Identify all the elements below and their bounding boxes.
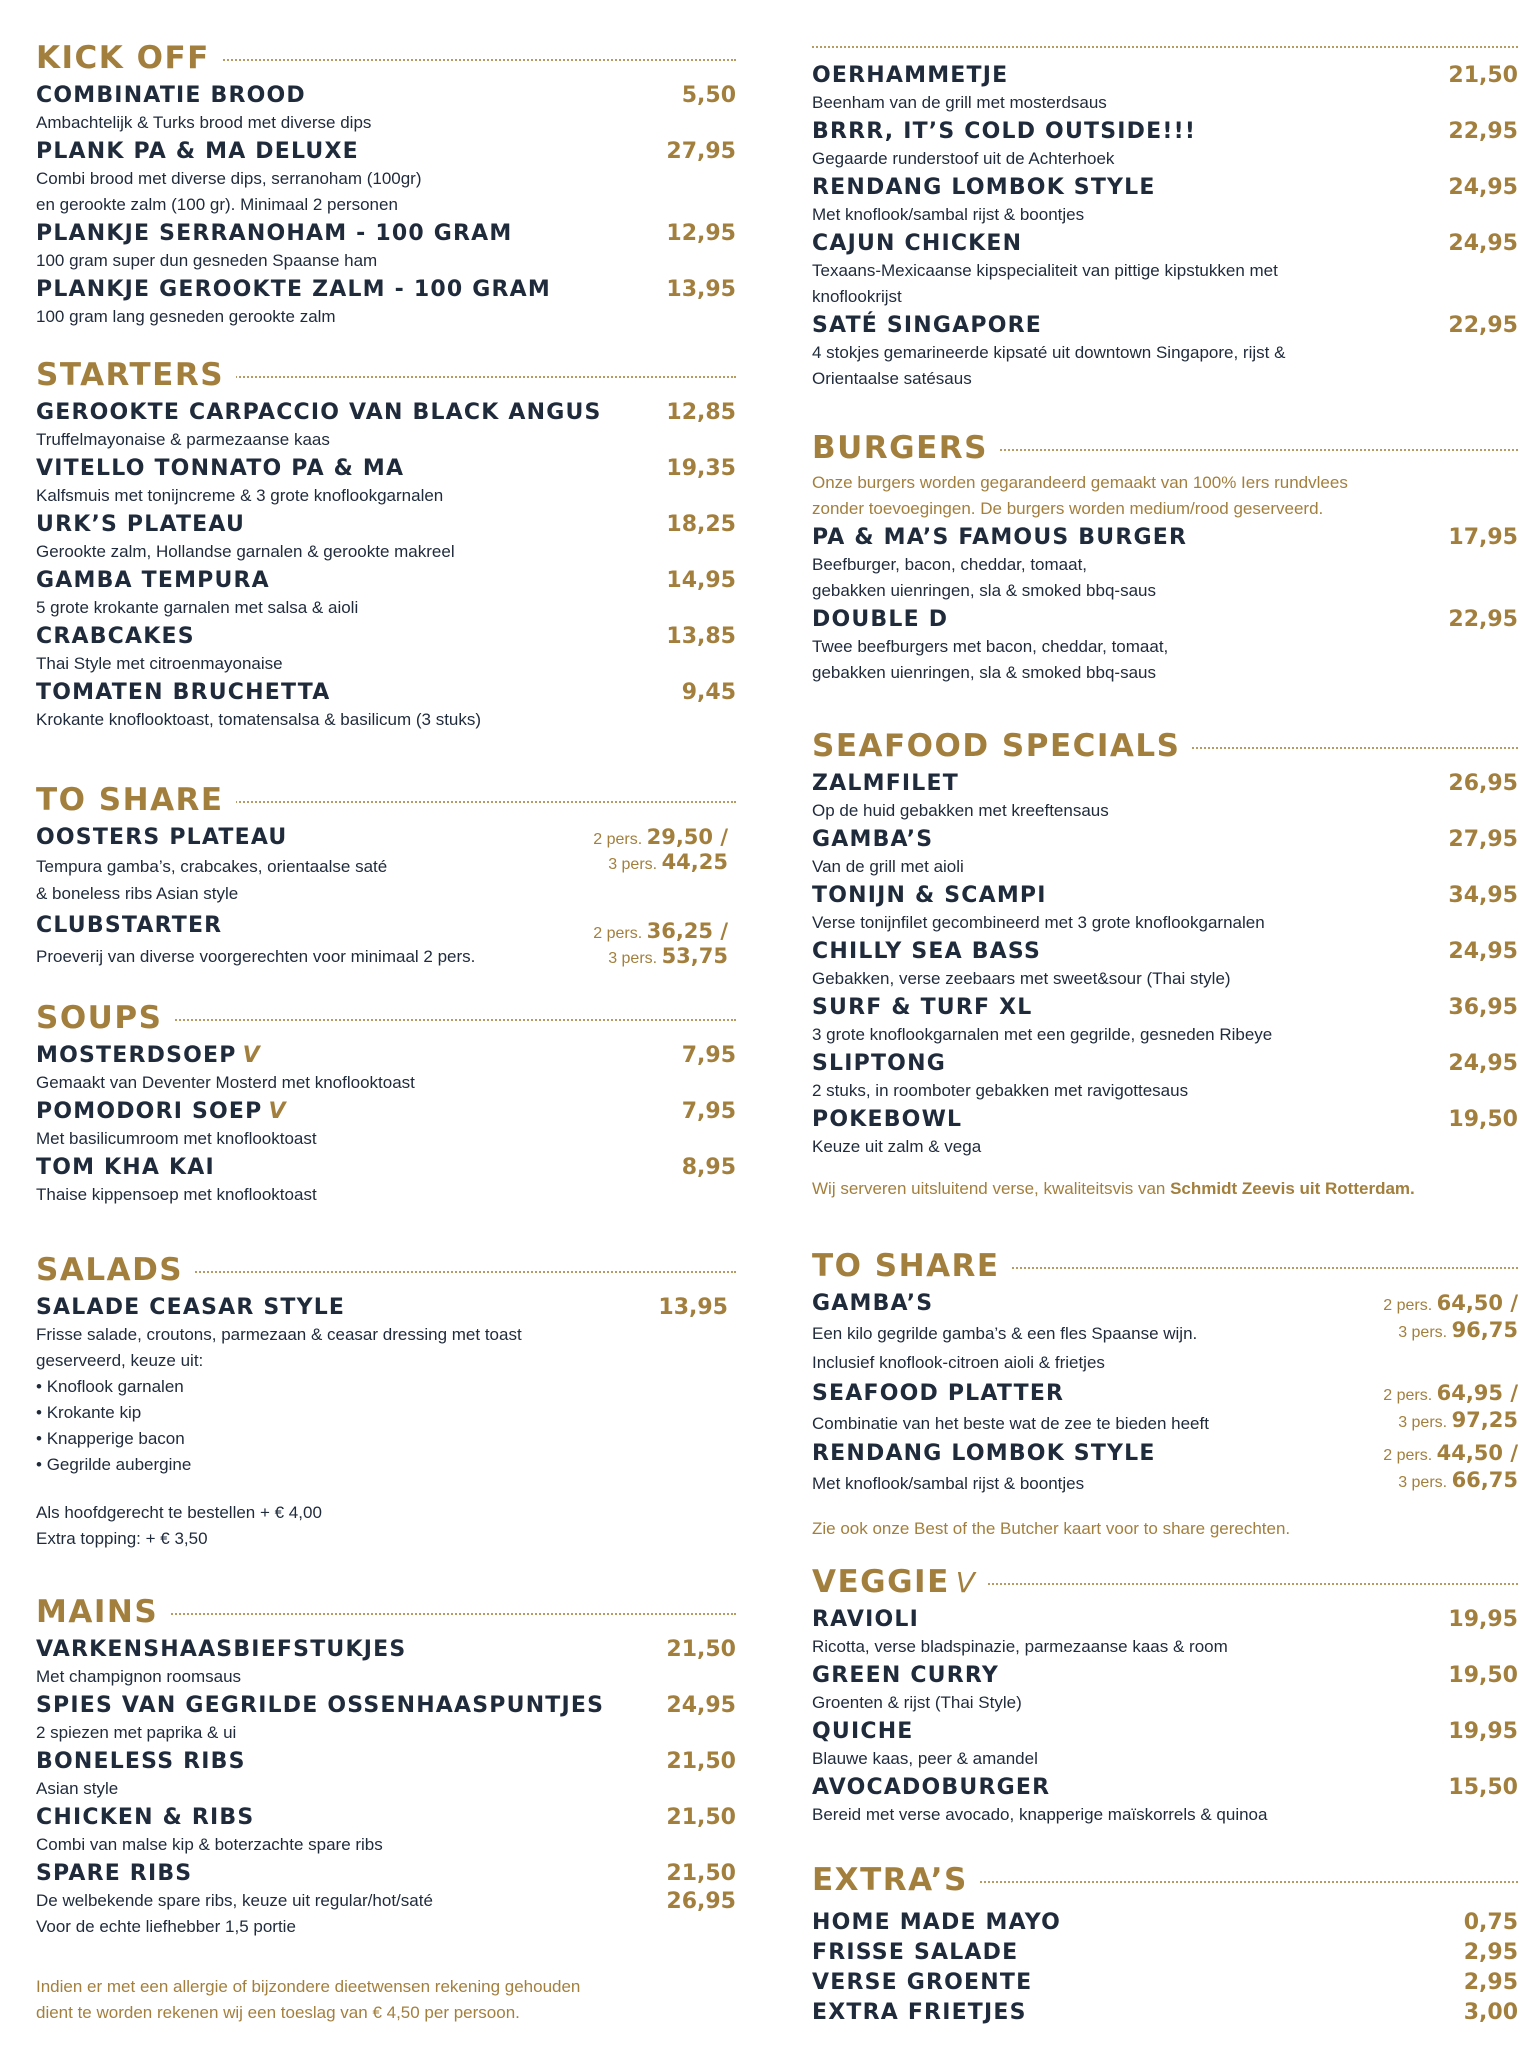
item-description: 5 grote krokante garnalen met salsa & aioli xyxy=(36,598,359,617)
item-price-group xyxy=(1383,1292,1518,1344)
item-price: 24,95 xyxy=(1448,1051,1518,1076)
item-name: RENDANG LOMBOK STYLE xyxy=(812,1441,1156,1466)
item-price: 36,25 / xyxy=(646,919,728,943)
item-price: 96,75 xyxy=(1451,1318,1518,1342)
item-price: 66,75 xyxy=(1451,1468,1518,1492)
item-price: 13,85 xyxy=(666,624,736,649)
item-name: POKEBOWL xyxy=(812,1107,963,1132)
item-description: Gerookte zalm, Hollandse garnalen & gerookte makreel xyxy=(36,542,455,561)
item-name: PLANK PA & MA DELUXE xyxy=(36,139,359,164)
item-price: 7,95 xyxy=(681,1099,736,1124)
menu-item xyxy=(36,276,736,330)
item-description: en gerookte zalm (100 gr). Minimaal 2 personen xyxy=(36,195,398,214)
item-name: VERSE GROENTE xyxy=(812,1970,1033,1995)
extra-item xyxy=(812,1998,1518,2028)
allergy-note: Indien er met een allergie of bijzondere dieetwensen rekening gehouden xyxy=(36,1977,581,1996)
item-name: GREEN CURRY xyxy=(812,1663,999,1688)
section-title: BURGERS xyxy=(812,428,1000,468)
menu-item xyxy=(36,824,736,910)
item-description: Voor de echte liefhebber 1,5 portie xyxy=(36,1917,296,1936)
item-name: ZALMFILET xyxy=(812,771,959,796)
item-price: 34,95 xyxy=(1448,883,1518,908)
item-price: 24,95 xyxy=(1448,175,1518,200)
section-header xyxy=(36,355,736,397)
section-title: KICK OFF xyxy=(36,38,222,78)
burger-intro: Onze burgers worden gegarandeerd gemaakt van 100% Iers rundvlees xyxy=(812,473,1348,492)
item-price: 24,95 xyxy=(1448,939,1518,964)
extra-item xyxy=(812,1908,1518,1938)
menu-item xyxy=(36,82,736,136)
item-price-group xyxy=(1383,1442,1518,1494)
item-description: Proeverij van diverse voorgerechten voor minimaal 2 pers. xyxy=(36,947,476,966)
item-name: OERHAMMETJE xyxy=(812,63,1009,88)
menu-item xyxy=(36,138,736,218)
menu-item xyxy=(812,1718,1518,1772)
item-price-group xyxy=(593,826,728,876)
item-name: AVOCADOBURGER xyxy=(812,1775,1051,1800)
persons-label: 3 pers. xyxy=(608,950,658,967)
section-title: TO SHARE xyxy=(812,1246,1012,1286)
item-price: 19,95 xyxy=(1448,1719,1518,1744)
section-header xyxy=(36,1592,736,1634)
item-name: CRABCAKES xyxy=(36,624,195,649)
item-name: OOSTERS PLATEAU xyxy=(36,825,288,850)
item-name: SATÉ SINGAPORE xyxy=(812,313,1042,338)
section-title: SEAFOOD SPECIALS xyxy=(812,726,1192,766)
menu-item xyxy=(812,1106,1518,1160)
item-description: Tempura gamba’s, crabcakes, orientaalse saté xyxy=(36,857,388,876)
item-price: 24,95 xyxy=(1448,231,1518,256)
item-description: Met basilicumroom met knoflooktoast xyxy=(36,1129,317,1148)
persons-label: 2 pers. xyxy=(593,925,643,942)
item-price: 2,95 xyxy=(1463,1940,1518,1965)
menu-item xyxy=(812,230,1518,310)
item-name: URK’S PLATEAU xyxy=(36,512,246,537)
item-description: Twee beefburgers met bacon, cheddar, tomaat, xyxy=(812,637,1169,656)
item-description: Ricotta, verse bladspinazie, parmezaanse kaas & room xyxy=(812,1637,1228,1656)
seafood-supplier-note xyxy=(812,1176,1518,1202)
item-price: 27,95 xyxy=(666,139,736,164)
item-description: Combinatie van het beste wat de zee te bieden heeft xyxy=(812,1414,1209,1433)
item-description: gebakken uienringen, sla & smoked bbq-saus xyxy=(812,663,1156,682)
item-description: Inclusief knoflook-citroen aioli & frietjes xyxy=(812,1353,1105,1372)
item-description: Kalfsmuis met tonijncreme & 3 grote knoflookgarnalen xyxy=(36,486,444,505)
item-price: 21,50 xyxy=(666,1805,736,1830)
menu-item xyxy=(36,1154,736,1208)
item-price: 27,95 xyxy=(1448,827,1518,852)
dotted-divider xyxy=(812,46,1518,48)
item-description: 2 stuks, in roomboter gebakken met ravigottesaus xyxy=(812,1081,1189,1100)
section-title: STARTERS xyxy=(36,355,236,395)
section-starters xyxy=(36,355,736,733)
menu-item xyxy=(812,770,1518,824)
section-mains-continued xyxy=(812,46,1518,392)
item-description: Gemaakt van Deventer Mosterd met knoflooktoast xyxy=(36,1073,415,1092)
item-name: TOMATEN BRUCHETTA xyxy=(36,680,331,705)
item-description: Asian style xyxy=(36,1779,119,1798)
salad-note: Extra topping: + € 3,50 xyxy=(36,1529,208,1548)
menu-item xyxy=(36,511,736,565)
item-price: 21,50 xyxy=(1448,63,1518,88)
item-description: Gegaarde runderstoof uit de Achterhoek xyxy=(812,149,1115,168)
item-name: SALADE CEASAR STYLE xyxy=(36,1295,346,1320)
item-name: GEROOKTE CARPACCIO VAN BLACK ANGUS xyxy=(36,400,602,425)
item-price: 53,75 xyxy=(661,944,728,968)
section-header xyxy=(36,998,736,1040)
menu-item xyxy=(36,1042,736,1096)
persons-label: 3 pers. xyxy=(1398,1414,1448,1431)
persons-label: 3 pers. xyxy=(1398,1474,1448,1491)
item-price: 9,45 xyxy=(681,680,736,705)
menu-item xyxy=(36,1692,736,1746)
section-header xyxy=(812,1860,1518,1902)
item-name: PA & MA’S FAMOUS BURGER xyxy=(812,525,1188,550)
item-name: GAMBA’S xyxy=(812,1291,934,1316)
item-price: 44,25 xyxy=(661,850,728,874)
section-header xyxy=(812,1562,1518,1604)
item-price: 19,35 xyxy=(666,456,736,481)
item-description: Verse tonijnfilet gecombineerd met 3 grote knoflookgarnalen xyxy=(812,913,1265,932)
section-mains xyxy=(36,1592,736,2026)
item-description: Keuze uit zalm & vega xyxy=(812,1137,982,1156)
item-name: SPIES VAN GEGRILDE OSSENHAASPUNTJES xyxy=(36,1693,605,1718)
menu-item xyxy=(812,62,1518,116)
section-header xyxy=(36,38,736,80)
item-price: 97,25 xyxy=(1451,1408,1518,1432)
section-burgers xyxy=(812,428,1518,686)
section-title: SOUPS xyxy=(36,998,174,1038)
item-price: 14,95 xyxy=(666,568,736,593)
item-description: Op de huid gebakken met kreeftensaus xyxy=(812,801,1109,820)
item-price: 44,50 / xyxy=(1436,1441,1518,1465)
menu-item xyxy=(812,1050,1518,1104)
section-header xyxy=(36,780,736,822)
item-price: 22,95 xyxy=(1448,313,1518,338)
item-price: 8,95 xyxy=(681,1155,736,1180)
item-description: Frisse salade, croutons, parmezaan & ceasar dressing met toast xyxy=(36,1325,522,1344)
item-name: SEAFOOD PLATTER xyxy=(812,1381,1065,1406)
section-title xyxy=(812,1562,988,1603)
item-price: 21,50 xyxy=(666,1749,736,1774)
section-title: SALADS xyxy=(36,1250,195,1290)
right-column xyxy=(812,0,1518,2048)
item-price: 13,95 xyxy=(666,277,736,302)
item-price: 64,95 / xyxy=(1436,1381,1518,1405)
section-header xyxy=(812,726,1518,768)
section-extras xyxy=(812,1860,1518,2028)
item-price: 19,95 xyxy=(1448,1607,1518,1632)
item-name: SLIPTONG xyxy=(812,1051,946,1076)
menu-item xyxy=(812,1606,1518,1660)
item-name: QUICHE xyxy=(812,1719,914,1744)
section-to-share xyxy=(36,780,736,970)
item-price: 64,50 / xyxy=(1436,1291,1518,1315)
persons-label: 2 pers. xyxy=(1383,1387,1433,1404)
item-description: Beenham van de grill met mosterdsaus xyxy=(812,93,1107,112)
menu-item xyxy=(36,679,736,733)
item-name: GAMBA TEMPURA xyxy=(36,568,270,593)
section-header xyxy=(812,428,1518,470)
menu-item xyxy=(36,1636,736,1690)
vegetarian-icon: V xyxy=(242,1043,261,1068)
supplier-name: Schmidt Zeevis uit Rotterdam. xyxy=(1170,1179,1415,1198)
item-price-large-portion: 26,95 xyxy=(666,1889,736,1914)
item-name: GAMBA’S xyxy=(812,827,934,852)
item-name: CHILLY SEA BASS xyxy=(812,939,1041,964)
menu-item xyxy=(36,912,736,970)
option-list xyxy=(36,1374,736,1478)
persons-label: 2 pers. xyxy=(1383,1297,1433,1314)
section-salads xyxy=(36,1250,736,1552)
menu-item xyxy=(36,220,736,274)
item-price: 29,50 / xyxy=(646,825,728,849)
item-price: 2,95 xyxy=(1463,1970,1518,1995)
salad-note: Als hoofdgerecht te bestellen + € 4,00 xyxy=(36,1503,322,1522)
option-item: • Knapperige bacon xyxy=(36,1426,736,1452)
item-name: SURF & TURF XL xyxy=(812,995,1033,1020)
item-name: VITELLO TONNATO PA & MA xyxy=(36,456,405,481)
option-item: • Krokante kip xyxy=(36,1400,736,1426)
item-name: TONIJN & SCAMPI xyxy=(812,883,1047,908)
item-price: 21,50 xyxy=(666,1637,736,1662)
section-soups xyxy=(36,998,736,1208)
item-description: Blauwe kaas, peer & amandel xyxy=(812,1749,1038,1768)
item-description: Een kilo gegrilde gamba’s & een fles Spaanse wijn. xyxy=(812,1324,1198,1343)
share-note: Zie ook onze Best of the Butcher kaart voor to share gerechten. xyxy=(812,1519,1291,1538)
item-price: 12,85 xyxy=(666,400,736,425)
item-name: CHICKEN & RIBS xyxy=(36,1805,255,1830)
item-description: Van de grill met aioli xyxy=(812,857,964,876)
menu-item xyxy=(812,1662,1518,1716)
item-price: 3,00 xyxy=(1463,2000,1518,2025)
item-description: 2 spiezen met paprika & ui xyxy=(36,1723,237,1742)
left-column xyxy=(36,0,736,2048)
item-price-group xyxy=(593,920,728,970)
persons-label: 2 pers. xyxy=(593,831,643,848)
item-description: knoflookrijst xyxy=(812,287,902,306)
item-name: TOM KHA KAI xyxy=(36,1155,215,1180)
item-price: 26,95 xyxy=(1448,771,1518,796)
item-price: 12,95 xyxy=(666,221,736,246)
menu-item xyxy=(36,1860,736,1940)
item-description: Groenten & rijst (Thai Style) xyxy=(812,1693,1022,1712)
item-name xyxy=(36,1098,736,1126)
item-name: RENDANG LOMBOK STYLE xyxy=(812,175,1156,200)
item-name: CAJUN CHICKEN xyxy=(812,231,1023,256)
section-kick-off xyxy=(36,38,736,330)
menu-item xyxy=(36,455,736,509)
section-header xyxy=(812,1246,1518,1288)
item-description: Ambachtelijk & Turks brood met diverse dips xyxy=(36,113,372,132)
item-name: VARKENSHAASBIEFSTUKJES xyxy=(36,1637,407,1662)
allergy-note: dient te worden rekenen wij een toeslag van € 4,50 per persoon. xyxy=(36,2003,520,2022)
persons-label: 3 pers. xyxy=(1398,1324,1448,1341)
item-price: 15,50 xyxy=(1448,1775,1518,1800)
item-price: 36,95 xyxy=(1448,995,1518,1020)
item-description: Texaans-Mexicaanse kipspecialiteit van pittige kipstukken met xyxy=(812,261,1278,280)
item-description: De welbekende spare ribs, keuze uit regular/hot/saté xyxy=(36,1891,433,1910)
item-description: Gebakken, verse zeebaars met sweet&sour (Thai style) xyxy=(812,969,1231,988)
item-description: Met knoflook/sambal rijst & boontjes xyxy=(812,205,1085,224)
menu-item xyxy=(36,399,736,453)
item-description: Truffelmayonaise & parmezaanse kaas xyxy=(36,430,330,449)
item-description: geserveerd, keuze uit: xyxy=(36,1351,204,1370)
menu-item xyxy=(812,1774,1518,1828)
vegetarian-icon: V xyxy=(268,1099,287,1124)
item-description: Thai Style met citroenmayonaise xyxy=(36,654,283,673)
item-name xyxy=(36,1042,736,1070)
item-price: 18,25 xyxy=(666,512,736,537)
item-name-text: POMODORI SOEP xyxy=(36,1099,263,1124)
section-title-text: VEGGIE xyxy=(812,1564,950,1600)
item-name: CLUBSTARTER xyxy=(36,913,223,938)
menu-item xyxy=(812,606,1518,686)
item-description: gebakken uienringen, sla & smoked bbq-saus xyxy=(812,581,1156,600)
extra-item xyxy=(812,1968,1518,1998)
menu-item xyxy=(36,1804,736,1858)
section-title: EXTRA’S xyxy=(812,1860,980,1900)
menu-item xyxy=(812,1440,1518,1498)
option-item: • Gegrilde aubergine xyxy=(36,1452,736,1478)
section-seafood xyxy=(812,726,1518,1202)
item-description: 100 gram lang gesneden gerookte zalm xyxy=(36,307,336,326)
item-description: Combi van malse kip & boterzachte spare ribs xyxy=(36,1835,383,1854)
item-name: COMBINATIE BROOD xyxy=(36,83,306,108)
menu-item xyxy=(36,1294,736,1552)
item-name: BRRR, IT’S COLD OUTSIDE!!! xyxy=(812,119,1197,144)
persons-label: 3 pers. xyxy=(608,856,658,873)
section-title: TO SHARE xyxy=(36,780,236,820)
option-item: • Knoflook garnalen xyxy=(36,1374,736,1400)
menu-item xyxy=(812,524,1518,604)
item-description: 4 stokjes gemarineerde kipsaté uit downtown Singapore, rijst & xyxy=(812,343,1286,362)
item-description: 100 gram super dun gesneden Spaanse ham xyxy=(36,251,378,270)
menu-item xyxy=(812,174,1518,228)
item-description: Combi brood met diverse dips, serranoham (100gr) xyxy=(36,169,422,188)
note-text: Wij serveren uitsluitend verse, kwaliteitsvis van xyxy=(812,1179,1166,1198)
item-description: Krokante knoflooktoast, tomatensalsa & basilicum (3 stuks) xyxy=(36,710,482,729)
item-description: Met knoflook/sambal rijst & boontjes xyxy=(812,1474,1085,1493)
item-price: 22,95 xyxy=(1448,607,1518,632)
menu-item xyxy=(36,1098,736,1152)
item-price-group xyxy=(1383,1382,1518,1434)
menu-item xyxy=(36,1748,736,1802)
item-description: 3 grote knoflookgarnalen met een gegrilde, gesneden Ribeye xyxy=(812,1025,1273,1044)
item-price: 21,50 xyxy=(666,1861,736,1886)
item-price: 7,95 xyxy=(681,1043,736,1068)
item-price: 17,95 xyxy=(1448,525,1518,550)
item-name-text: MOSTERDSOEP xyxy=(36,1043,237,1068)
menu-item xyxy=(812,938,1518,992)
menu-item xyxy=(812,118,1518,172)
extra-item xyxy=(812,1938,1518,1968)
section-to-share-seafood xyxy=(812,1246,1518,1542)
section-header xyxy=(36,1250,736,1292)
item-price: 5,50 xyxy=(681,83,736,108)
menu-item xyxy=(36,567,736,621)
menu-item xyxy=(812,1380,1518,1438)
item-description: & boneless ribs Asian style xyxy=(36,884,239,903)
menu-item xyxy=(36,623,736,677)
item-name: BONELESS RIBS xyxy=(36,1749,246,1774)
item-name: HOME MADE MAYO xyxy=(812,1910,1062,1935)
item-description: Thaise kippensoep met knoflooktoast xyxy=(36,1185,317,1204)
item-name: SPARE RIBS xyxy=(36,1861,193,1886)
item-name: PLANKJE SERRANOHAM - 100 GRAM xyxy=(36,221,513,246)
menu-item xyxy=(812,882,1518,936)
item-price: 0,75 xyxy=(1463,1910,1518,1935)
item-description: Bereid met verse avocado, knapperige maïskorrels & quinoa xyxy=(812,1805,1268,1824)
item-price: 24,95 xyxy=(666,1693,736,1718)
menu-item xyxy=(812,994,1518,1048)
menu-item xyxy=(812,1290,1518,1378)
item-name: DOUBLE D xyxy=(812,607,949,632)
menu-item xyxy=(812,826,1518,880)
item-name: RAVIOLI xyxy=(812,1607,919,1632)
item-description: Met champignon roomsaus xyxy=(36,1667,242,1686)
item-name: FRISSE SALADE xyxy=(812,1940,1019,1965)
persons-label: 2 pers. xyxy=(1383,1447,1433,1464)
item-name: PLANKJE GEROOKTE ZALM - 100 GRAM xyxy=(36,277,551,302)
item-name: EXTRA FRIETJES xyxy=(812,2000,1027,2025)
item-price: 19,50 xyxy=(1448,1663,1518,1688)
item-price: 19,50 xyxy=(1448,1107,1518,1132)
item-description: Orientaalse satésaus xyxy=(812,369,972,388)
section-title: MAINS xyxy=(36,1592,170,1632)
item-price: 13,95 xyxy=(658,1295,728,1320)
vegetarian-icon: V xyxy=(955,1566,977,1599)
menu-item xyxy=(812,312,1518,392)
item-description: Beefburger, bacon, cheddar, tomaat, xyxy=(812,555,1088,574)
section-veggie xyxy=(812,1562,1518,1828)
burger-intro: zonder toevoegingen. De burgers worden medium/rood geserveerd. xyxy=(812,499,1324,518)
item-price: 22,95 xyxy=(1448,119,1518,144)
